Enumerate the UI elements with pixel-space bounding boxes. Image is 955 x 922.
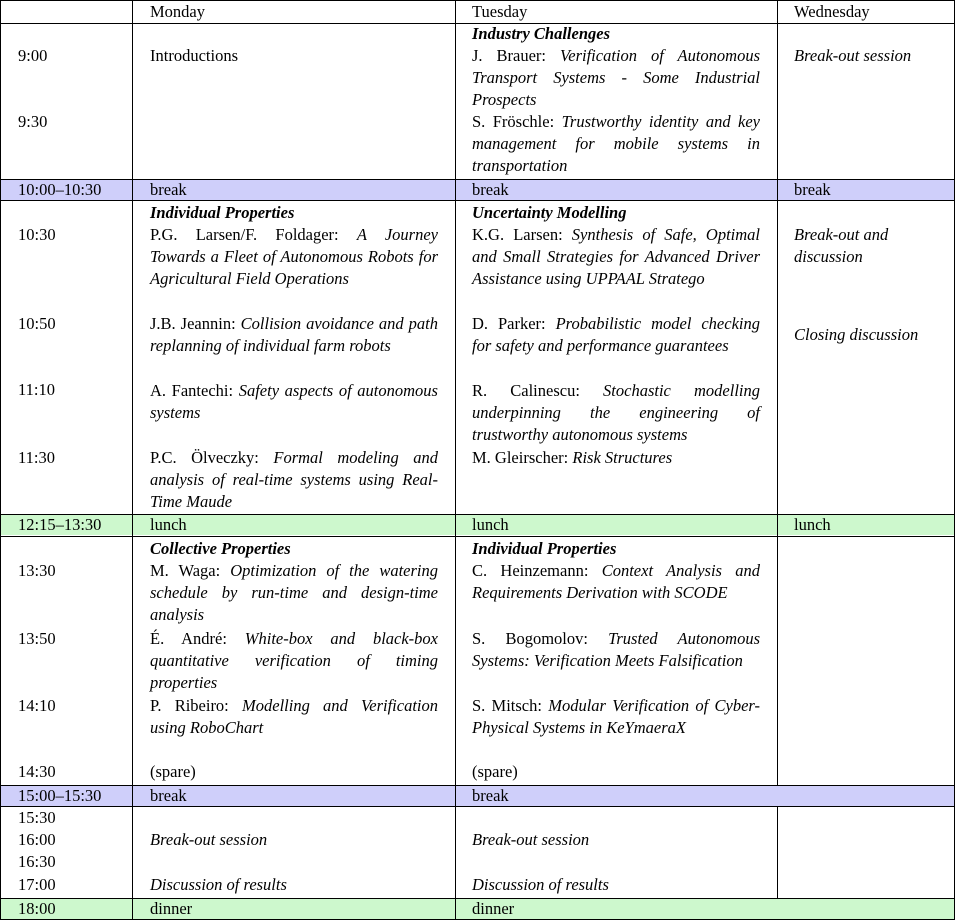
talk-author: A. Fantechi: (150, 381, 239, 400)
talk-title: Risk Structures (572, 448, 673, 467)
talk-title: Formal modeling and analysis of real-time systems using Real-Time Maude (150, 448, 438, 512)
time-label: 9:30 (18, 112, 48, 131)
monday-breakout: Break-out session (150, 830, 268, 849)
talk-title: Context Analysis and Requirements Derivation with SCODE (472, 561, 760, 603)
wednesday-breakout-discussion: Break-out and discussion (794, 225, 889, 267)
time-label: 10:30 (18, 225, 56, 244)
time-label: 16:00 (18, 830, 56, 849)
talk-title: Probabilistic model checking for safety and performance guarantees (472, 314, 760, 356)
talk-entry (472, 313, 760, 357)
talk-entry (150, 224, 438, 291)
time-label: 12:15–13:30 (18, 515, 102, 534)
talk-title: Stochastic modelling underpinning the engineering of trustworthy autonomous systems (472, 381, 760, 445)
dinner-label: dinner (472, 899, 515, 918)
talk-title: Verification of Autonomous Transport Systems - Some Industrial Prospects (472, 46, 760, 110)
header-monday: Monday (150, 2, 205, 21)
time-label: 13:30 (18, 561, 56, 580)
talk-title: Trustworthy identity and key management for mobile systems in transportation (472, 112, 760, 176)
rule-col-tuesday (455, 0, 456, 920)
monday-introductions: Introductions (150, 46, 238, 65)
talk-title: Modelling and Verification using RoboChart (150, 696, 438, 738)
time-label: 18:00 (18, 899, 56, 918)
talk-author: P.C. Ölveczky: (150, 448, 274, 467)
talk-entry (150, 628, 438, 695)
rule-col-wednesday-lower (777, 806, 778, 899)
session-heading: Individual Properties (472, 539, 617, 558)
time-label: 15:30 (18, 808, 56, 827)
talk-title: Collision avoidance and path replanning of individual farm robots (150, 314, 438, 356)
talk-entry (472, 628, 760, 672)
session-heading: Industry Challenges (472, 24, 610, 43)
talk-author: S. Bogomolov: (472, 629, 609, 648)
time-label: 14:30 (18, 762, 56, 781)
time-label: 11:30 (18, 448, 55, 467)
talk-title: A Journey Towards a Fleet of Autonomous Robots for Agricultural Field Operations (150, 225, 438, 289)
time-label: 9:00 (18, 46, 48, 65)
lunch-label: lunch (472, 515, 509, 534)
break-label: break (150, 180, 187, 199)
talk-author: R. Calinescu: (472, 381, 604, 400)
talk-entry (150, 380, 438, 424)
time-label: 11:10 (18, 380, 55, 399)
talk-entry (150, 313, 438, 357)
talk-author: M. Waga: (150, 561, 231, 580)
talk-author: C. Heinzemann: (472, 561, 602, 580)
time-label: 16:30 (18, 852, 56, 871)
time-label: 15:00–15:30 (18, 786, 102, 805)
session-heading: Uncertainty Modelling (472, 203, 627, 222)
rule-break1-bottom (0, 200, 955, 201)
rule-col-monday (132, 0, 133, 920)
break-label: break (150, 786, 187, 805)
lunch-label: lunch (150, 515, 187, 534)
spare-slot: (spare) (472, 762, 518, 781)
monday-discussion: Discussion of results (150, 875, 287, 894)
time-label: 10:00–10:30 (18, 180, 102, 199)
tuesday-breakout: Break-out session (472, 830, 590, 849)
talk-entry (472, 111, 760, 178)
talk-author: J.B. Jeannin: (150, 314, 241, 333)
talk-title: Trusted Autonomous Systems: Verification Meets Falsification (472, 629, 760, 671)
talk-title: Modular Verification of Cyber-Physical Systems in KeYmaeraX (472, 696, 760, 738)
lunch-label: lunch (794, 515, 831, 534)
session-heading: Individual Properties (150, 203, 295, 222)
talk-author: K.G. Larsen: (472, 225, 572, 244)
rule-left (0, 0, 1, 920)
tuesday-discussion: Discussion of results (472, 875, 609, 894)
talk-entry (472, 224, 760, 291)
wednesday-closing-discussion: Closing discussion (794, 325, 919, 344)
wednesday-breakout: Break-out session (794, 46, 912, 65)
talk-entry (150, 447, 438, 514)
dinner-label: dinner (150, 899, 193, 918)
break-label: break (472, 180, 509, 199)
talk-author: P. Ribeiro: (150, 696, 242, 715)
header-tuesday: Tuesday (472, 2, 528, 21)
talk-author: É. André: (150, 629, 245, 648)
talk-author: D. Parker: (472, 314, 556, 333)
talk-title: White-box and black-box quantitative verification of timing properties (150, 629, 438, 693)
rule-break2-bottom (0, 806, 955, 807)
rule-col-wednesday (777, 0, 778, 786)
time-label: 13:50 (18, 629, 56, 648)
header-wednesday: Wednesday (794, 2, 870, 21)
break-label: break (472, 786, 509, 805)
talk-title: Safety aspects of autonomous systems (150, 381, 438, 423)
time-label: 17:00 (18, 875, 56, 894)
time-label: 14:10 (18, 696, 56, 715)
rule-bottom (0, 919, 955, 920)
talk-author: M. Gleirscher: (472, 448, 573, 467)
talk-title: Optimization of the watering schedule by run-time and design-time analysis (150, 561, 438, 625)
talk-entry (472, 560, 760, 604)
time-label: 10:50 (18, 314, 56, 333)
talk-entry (472, 380, 760, 447)
talk-entry (150, 695, 438, 739)
talk-author: P.G. Larsen/F. Foldager: (150, 225, 357, 244)
rule-top (0, 0, 955, 1)
talk-author: S. Mitsch: (472, 696, 549, 715)
talk-author: S. Fröschle: (472, 112, 562, 131)
spare-slot: (spare) (150, 762, 196, 781)
talk-entry (150, 560, 438, 627)
break-label: break (794, 180, 831, 199)
talk-entry (472, 447, 760, 469)
talk-entry (472, 695, 760, 739)
talk-title: Synthesis of Safe, Optimal and Small Strategies for Advanced Driver Assistance using UPPAAL Stratego (472, 225, 761, 289)
talk-author: J. Brauer: (472, 46, 560, 65)
talk-entry (472, 45, 760, 112)
rule-lunch-bottom (0, 536, 955, 537)
session-heading: Collective Properties (150, 539, 291, 558)
